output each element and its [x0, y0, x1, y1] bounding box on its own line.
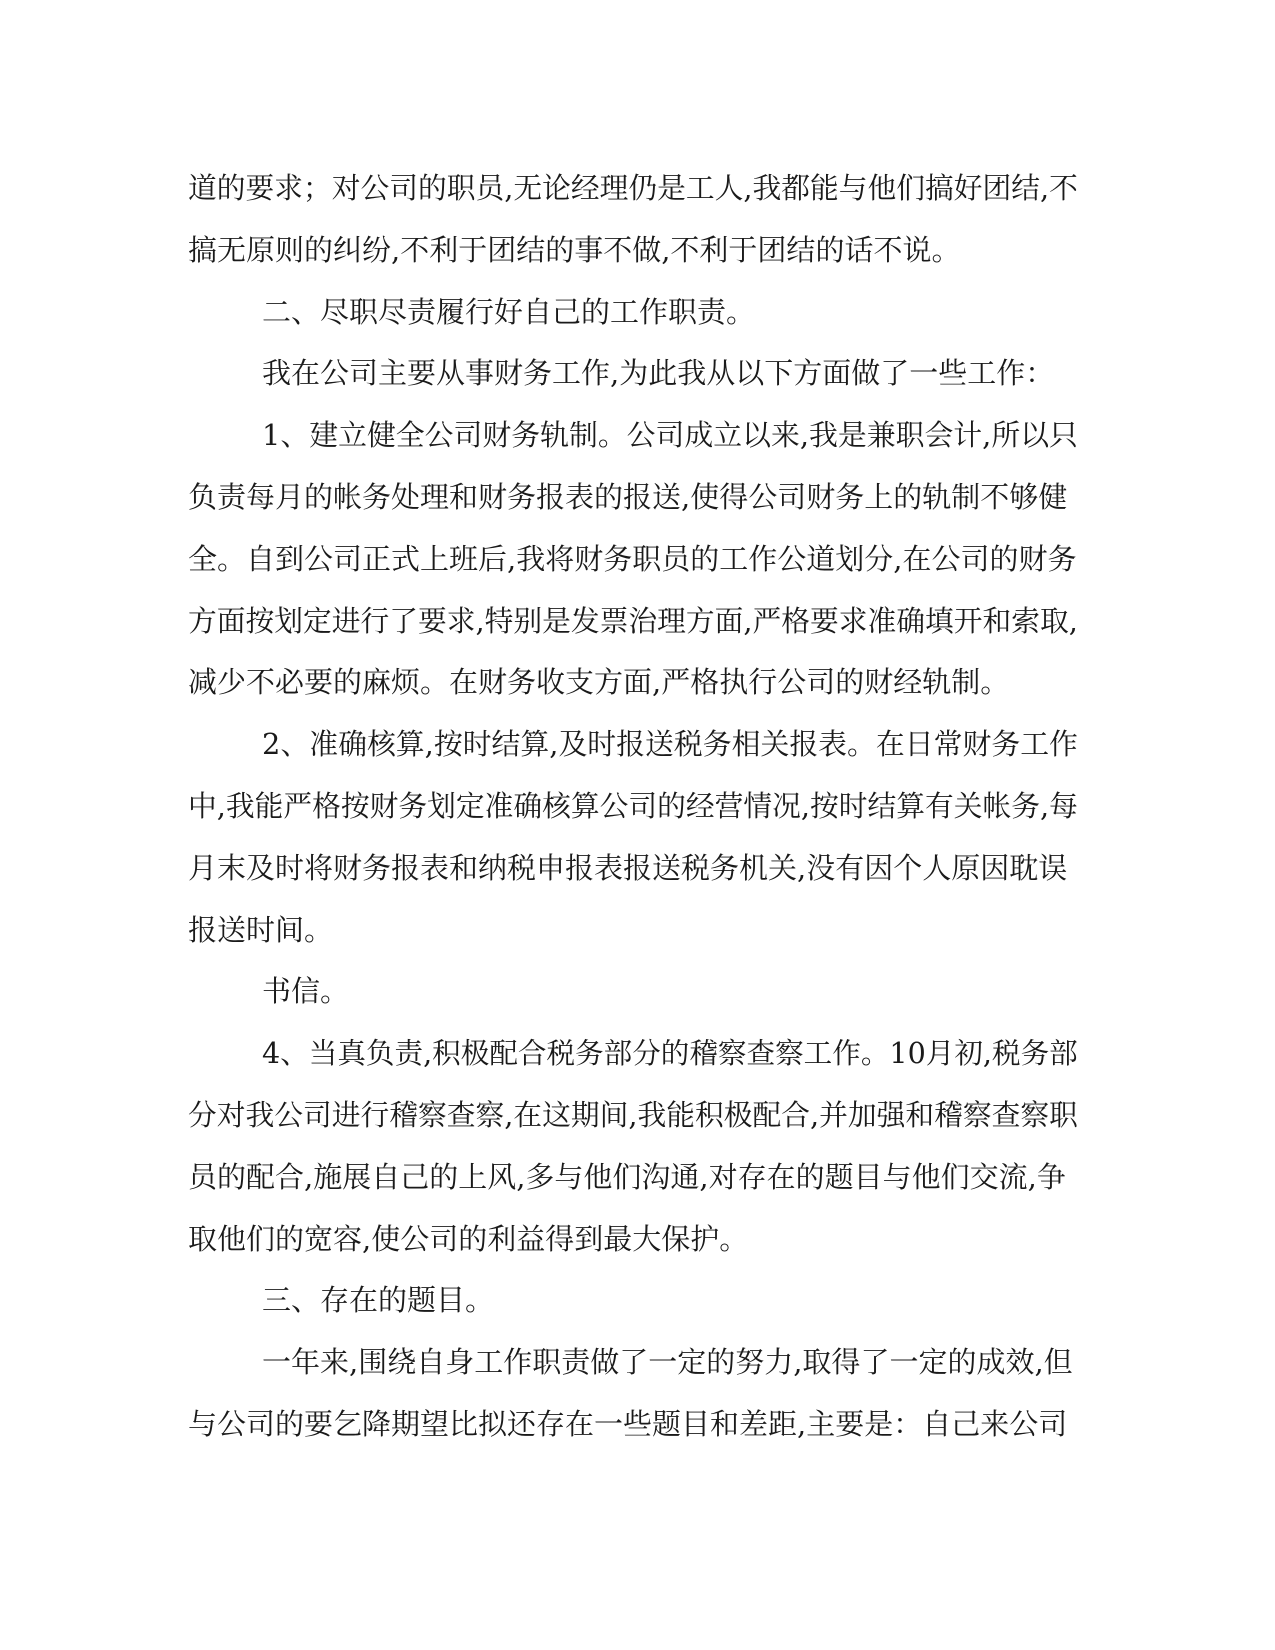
text-line: 我在公司主要从事财务工作,为此我从以下方面做了一些工作： — [262, 356, 1055, 391]
text-line: 月末及时将财务报表和纳税申报表报送税务机关,没有因个人原因耽误 — [188, 850, 1068, 885]
text-line: 一年来,围绕自身工作职责做了一定的努力,取得了一定的成效,但 — [262, 1345, 1073, 1380]
section-heading: 三、存在的题目。 — [262, 1283, 495, 1318]
text-line: 搞无原则的纠纷,不利于团结的事不做,不利于团结的话不说。 — [188, 232, 961, 267]
text-line: 2、准确核算,按时结算,及时报送税务相关报表。在日常财务工作 — [262, 727, 1078, 762]
text-line: 取他们的宽容,使公司的利益得到最大保护。 — [188, 1221, 749, 1256]
text-line: 中,我能严格按财务划定准确核算公司的经营情况,按时结算有关帐务,每 — [188, 788, 1078, 823]
text-line: 全。自到公司正式上班后,我将财务职员的工作公道划分,在公司的财务 — [188, 541, 1077, 576]
text-line: 4、当真负责,积极配合税务部分的稽察查察工作。10月初,税务部 — [262, 1036, 1078, 1071]
text-line: 负责每月的帐务处理和财务报表的报送,使得公司财务上的轨制不够健 — [188, 479, 1068, 514]
text-line: 员的配合,施展自己的上风,多与他们沟通,对存在的题目与他们交流,争 — [188, 1159, 1066, 1194]
document-body — [188, 158, 1078, 1456]
text-line: 与公司的要乞降期望比拟还存在一些题目和差距,主要是：自己来公司 — [188, 1406, 1068, 1441]
text-line: 书信。 — [262, 974, 350, 1009]
text-line: 减少不必要的麻烦。在财务收支方面,严格执行公司的财经轨制。 — [188, 665, 1010, 700]
text-line: 报送时间。 — [188, 912, 334, 947]
text-line: 道的要求；对公司的职员,无论经理仍是工人,我都能与他们搞好团结,不 — [188, 171, 1078, 205]
text-line: 方面按划定进行了要求,特别是发票治理方面,严格要求准确填开和索取, — [188, 603, 1078, 638]
section-heading: 二、尽职尽责履行好自己的工作职责。 — [262, 294, 756, 329]
text-line: 1、建立健全公司财务轨制。公司成立以来,我是兼职会计,所以只 — [262, 418, 1078, 453]
text-line: 分对我公司进行稽察查察,在这期间,我能积极配合,并加强和稽察查察职 — [188, 1097, 1078, 1132]
